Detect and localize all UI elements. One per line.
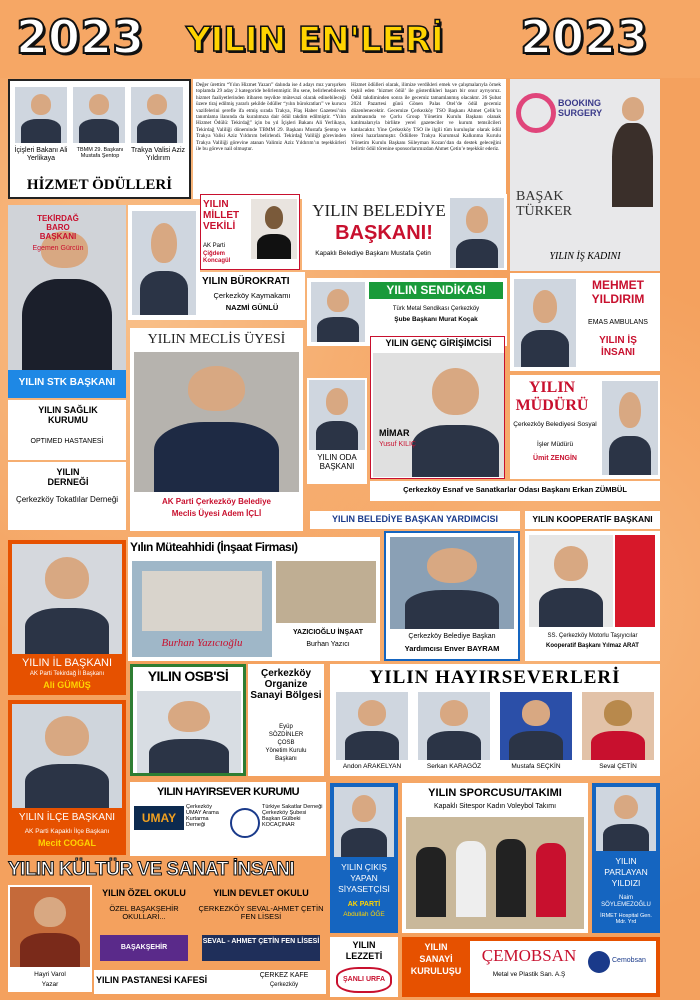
sanayi-award-1: YILIN bbox=[424, 942, 448, 952]
meclis-line1: AK Parti Çerkezköy Belediye bbox=[162, 497, 271, 506]
muteahhit-award: Yılın Müteahhidi (İnşaat Firması) bbox=[130, 540, 298, 554]
umay-logo: UMAY bbox=[134, 806, 184, 830]
sanayi-panel bbox=[402, 937, 660, 997]
cikis-award-2: YAPAN bbox=[350, 873, 378, 883]
koop-title-panel bbox=[525, 511, 660, 529]
burokrat-photo-panel bbox=[128, 205, 200, 320]
saglik-name: OPTIMED HASTANESİ bbox=[30, 438, 104, 445]
kultur-name: Hayri Varol bbox=[34, 971, 66, 978]
lezzet-award-2: LEZZETİ bbox=[345, 951, 383, 961]
photo-naim-soylemezoglu bbox=[596, 787, 656, 851]
spor-panel bbox=[402, 783, 588, 933]
ilce-line1: AK Parti Kapaklı İlçe Başkanı bbox=[24, 828, 110, 835]
booking-logo-icon bbox=[516, 93, 556, 133]
burokrat-line1: Çerkezköy Kaymakamı bbox=[213, 291, 291, 300]
sendika-line2: Şube Başkanı Murat Koçak bbox=[394, 316, 478, 323]
hayirsever-person-4: Seval ÇETİN bbox=[599, 763, 637, 770]
booking-name: BAŞAK TÜRKER bbox=[516, 189, 572, 220]
hayirsever-person-1: Andon ARAKELYAN bbox=[342, 763, 402, 770]
sendika-award: YILIN SENDİKASI bbox=[369, 282, 503, 299]
kurum-award: YILIN HAYIRSEVER KURUMU bbox=[156, 786, 300, 798]
osb-name-3: ÇOSB bbox=[277, 740, 295, 746]
mudur-award-2: MÜDÜRÜ bbox=[515, 397, 589, 414]
hayirsever-person-3: Mustafa SEÇKİN bbox=[511, 763, 561, 770]
mudur-line1: Çerkezköy Belediyesi Sosyal bbox=[513, 421, 597, 428]
header-title: YILIN EN'LERİ bbox=[186, 20, 444, 60]
kultur-award: YILIN KÜLTÜR VE SANAT İNSANI bbox=[8, 859, 295, 880]
bsyard-award: YILIN BELEDİYE BAŞKAN YARDIMCISI bbox=[331, 514, 499, 524]
koop-award: YILIN KOOPERATİF BAŞKANI bbox=[532, 514, 653, 524]
spor-award: YILIN SPORCUSU/TAKIMI bbox=[428, 787, 562, 799]
emas-name-1: MEHMET bbox=[592, 278, 644, 292]
parlayan-name: Naim SÖYLEMEZOĞLU bbox=[601, 895, 651, 908]
basaksehir-logo: BAŞAKŞEHİR bbox=[100, 935, 188, 961]
muteahhit-name: Burhan Yazıcı bbox=[306, 641, 350, 648]
cemobsan-logo-icon bbox=[588, 951, 610, 973]
article-col-2: Hizmet ödülleri olarak, ilimize verdikleri emek ve çalışmalarıyla örnek teşkil eden ‘hizmet ödül’ ile gösterdikleri başarı bir onur ayrıyoruz. Ödül takdiminden sonra ile gecemiz tamamlanmış olacaktır. 26 Şubat 2024 Pazartesi günü Gönen Palas Otel’de ödül gecemiz düzenlenecektir. Gecemize Çerkezköy TSO Başkanı Ahmet Çelik’in anılmasında ve Çorlu Group Yönetim Kurulu Başkanı olanak katılmalarıyla birlikte yerel gazeteciler ve kurum temsilcileri katılacaktır. Yine Çerkezköy TSO ile ilgili tüm kuruluşlar olarak ödül töreni hazırlanmıştır. Ödüllere Trakya Kurumsal Kalkınma Kurulu Yönetim Kurulu Başkanı Süleyman Kozan’dan da destek geleceğini belirtir ödül törenine sponsorlarımızdan Ahmet Çetin’e teşekkür ederiz. bbox=[351, 82, 501, 153]
cikis-party: AK PARTİ bbox=[347, 901, 381, 908]
pastane-name: ÇERKEZ KAFE bbox=[259, 972, 309, 979]
kultur-title-bar bbox=[8, 860, 330, 882]
sanayi-award-3: KURULUŞU bbox=[410, 966, 462, 976]
parlayan-panel bbox=[592, 783, 660, 933]
photo-basak-turker bbox=[605, 87, 660, 207]
pastane-award: YILIN PASTANESİ KAFESİ bbox=[96, 975, 208, 985]
caption-ali-yerlikaya: İçişleri Bakanı Ali Yerlikaya bbox=[14, 147, 68, 162]
mudur-name: Ümit ZENGİN bbox=[533, 455, 577, 462]
cemobsan-box bbox=[470, 941, 656, 993]
photo-abdullah-oge bbox=[334, 787, 394, 857]
hizmet-odulleri-title: HİZMET ÖDÜLLERİ bbox=[26, 177, 173, 193]
milletvekili-panel bbox=[200, 194, 300, 270]
emas-company: EMAS AMBULANS bbox=[588, 319, 648, 326]
bsyard-line2: Yardımcısı Enver BAYRAM bbox=[404, 644, 500, 653]
sendika-line1: Türk Metal Sendikası Çerkezköy bbox=[392, 306, 480, 312]
stk-name: Egemen Gürcün bbox=[32, 245, 84, 252]
photo-nazmi-gunlu bbox=[132, 211, 196, 315]
stk-panel bbox=[8, 205, 126, 398]
genc-name: Yusuf KILIÇ bbox=[379, 441, 416, 448]
saglik-award: YILIN SAĞLIK KURUMU bbox=[38, 405, 98, 425]
esnaf-caption: Çerkezköy Esnaf ve Sanatkarlar Odası Başkanı Erkan ZÜMBÜL bbox=[403, 485, 627, 494]
ilbaskani-award: YILIN İL BAŞKANI bbox=[21, 657, 113, 669]
emas-award-1: YILIN İŞ bbox=[599, 335, 637, 346]
saglik-panel bbox=[8, 400, 126, 460]
turkish-flag bbox=[615, 535, 655, 627]
pastane-panel bbox=[94, 970, 326, 994]
kultur-panel bbox=[8, 885, 92, 992]
ilce-baskani-panel bbox=[8, 700, 126, 855]
belediye-award-line1: YILIN BELEDİYE bbox=[312, 201, 446, 220]
article-col-1: Değer ürettim “Yılın Hizmet Yazarı” dalında ise 4 adayı mız yarışırken toplamda 29 aday 2 kategoride belirlenmiştir. Bu sene, belirlenebilecek hizmet faaliyetlerinden itibaren teşvikte mütevazi olarak edinebileceği üzere tiraj edilmiş yararlı şekilde ödüller “yılın bürokratları” ve kurucu vazifelerini şerefle ifa etmiş sırada Trakya, Flaş Haber Gazetesi’nin tanımlama ilanında da kuralımıza dair ödül takdim edilmiştir. “Yılın Hizmet Ödülü: Tekirdağ” için bu yıl İçişleri Bakanı Ali Yerlikaya, Tekirdağ Valiliği döneminde TBMM 29. Başkanı Mustafa Şentop ve Trakya Valisi Aziz Yıldırım belirlendi. Tekirdağ Valiliği görevinden Trakya Valiliği görevine atanan Valimiz Aziz Yıldırım’ın teşekkürleri ile bu göreve nail olmuştur. bbox=[196, 82, 346, 153]
ilce-award: YILIN İLÇE BAŞKANI bbox=[18, 812, 116, 823]
osb-name-1: Eyüp bbox=[279, 724, 293, 730]
cikis-award-1: YILIN ÇIKIŞ bbox=[341, 862, 387, 872]
belediye-caption: Kapaklı Belediye Başkanı Mustafa Çetin bbox=[315, 250, 431, 257]
hayirsever-panel bbox=[330, 664, 660, 776]
photo-seval-cetin bbox=[582, 692, 654, 760]
meclis-award: YILIN MECLİS ÜYESİ bbox=[147, 332, 286, 347]
parlayan-award-1: YILIN bbox=[615, 856, 637, 866]
genc-tag: MİMAR bbox=[379, 428, 410, 438]
devlet-sign: SEVAL - AHMET ÇETİN FEN LİSESİ bbox=[202, 935, 320, 961]
osb-award: YILIN OSB'Sİ bbox=[147, 668, 229, 684]
volleyball-team-photo bbox=[406, 817, 584, 929]
emas-name-2: YILDIRIM bbox=[591, 292, 645, 306]
sanayi-company: ÇEMOBSAN bbox=[481, 946, 577, 965]
photo-ali-yerlikaya bbox=[15, 87, 67, 143]
booking-logo-text: BOOKING SURGERY bbox=[558, 98, 603, 118]
osb-panel bbox=[248, 664, 324, 776]
koop-line2: Kooperatif Başkanı Yılmaz ARAT bbox=[546, 643, 639, 649]
meclis-panel bbox=[130, 328, 303, 531]
hayirsever-person-2: Serkan KARAGÖZ bbox=[426, 763, 482, 770]
muteahhit-sign: Burhan Yazıcıoğlu bbox=[161, 637, 243, 649]
ilce-name: Mecit COGAL bbox=[37, 838, 96, 848]
photo-eyup-sozdinler bbox=[137, 691, 241, 773]
photo-mecit-cogal bbox=[12, 704, 122, 808]
photo-serkan-karagoz bbox=[418, 692, 490, 760]
ilbaskani-name: Ali GÜMÜŞ bbox=[43, 680, 91, 690]
hizmet-odulleri-panel bbox=[8, 79, 191, 199]
dernek-name: Çerkezköy Tokatlılar Derneği bbox=[15, 495, 119, 504]
kurum-panel bbox=[130, 782, 326, 856]
photo-mustafa-cetin bbox=[450, 198, 504, 268]
header-year-right: 2023 bbox=[520, 10, 649, 64]
belediye-award-line2: BAŞKANI! bbox=[335, 222, 433, 244]
photo-yilmaz-arat bbox=[529, 535, 613, 627]
pastane-place: Çerkezköy bbox=[269, 982, 299, 988]
parlayan-award-3: YILDIZI bbox=[611, 878, 641, 888]
article-text bbox=[193, 79, 506, 199]
sanayi-award-2: SANAYİ bbox=[419, 954, 453, 964]
bsyard-title-panel bbox=[310, 511, 520, 529]
genc-panel bbox=[370, 336, 505, 479]
cemobsan-logo-text: Cemobsan bbox=[612, 957, 646, 964]
construction-image bbox=[276, 561, 376, 623]
cikis-panel bbox=[330, 783, 398, 933]
bsyard-line1: Çerkezköy Belediye Başkan bbox=[408, 633, 496, 640]
kurum-sakat: Türkiye Sakatlar Derneği Çerkezköy Şubesi Başkan Gülbeki KOCAÇINAR bbox=[262, 804, 323, 829]
caption-aziz-yildirim: Trakya Valisi Aziz Yıldırım bbox=[130, 147, 186, 162]
lezzet-panel bbox=[330, 937, 398, 997]
osb-name-4: Yönetim Kurulu bbox=[265, 748, 307, 754]
koop-line1: SS. Çerkezköy Motorlu Taşıyıcılar bbox=[547, 633, 638, 639]
header-year-left: 2023 bbox=[16, 10, 145, 64]
milletvekili-party: AK Parti bbox=[203, 243, 226, 249]
photo-aziz-yildirim bbox=[131, 87, 183, 143]
stk-tag: TEKİRDAĞ BARO BAŞKANI bbox=[37, 214, 79, 241]
osb-name-2: SÖZDİNLER bbox=[268, 732, 304, 738]
ozel-okul-panel bbox=[94, 885, 194, 967]
caption-mustafa-sentop: TBMM 29. Başkanı Mustafa Şentop bbox=[76, 147, 124, 160]
photo-umit-zengin bbox=[602, 381, 658, 475]
lezzet-award-1: YILIN bbox=[352, 940, 376, 950]
booking-surgery-panel bbox=[510, 79, 660, 271]
devlet-okul-panel bbox=[196, 885, 326, 967]
oda-award: YILIN ODA BAŞKANI bbox=[317, 453, 357, 471]
spor-caption: Kapaklı Sitespor Kadın Voleybol Takımı bbox=[433, 803, 557, 810]
cikis-award-3: SİYASETÇİSİ bbox=[338, 884, 390, 894]
esnaf-panel bbox=[370, 481, 660, 501]
photo-mehmet-yildirim bbox=[514, 279, 576, 367]
burokrat-panel bbox=[200, 272, 305, 320]
meclis-line2: Meclis Üyesi Adem İÇLİ bbox=[171, 509, 262, 518]
mudur-line2: İşler Müdürü bbox=[536, 441, 574, 448]
emas-panel bbox=[510, 273, 660, 371]
photo-yusuf-kilic bbox=[373, 353, 504, 477]
belediye-baskani-panel bbox=[302, 194, 507, 270]
kultur-role: Yazar bbox=[41, 981, 59, 988]
osb-title: Çerkezköy Organize Sanayi Bölgesi bbox=[250, 668, 322, 701]
osb-photo-panel bbox=[130, 664, 246, 776]
photo-adem-icli bbox=[134, 352, 299, 492]
genc-award: YILIN GENÇ GİRİŞİMCİSİ bbox=[385, 338, 492, 348]
devlet-name: ÇERKEZKÖY SEVAL-AHMET ÇETİN FEN LİSESİ bbox=[198, 904, 324, 922]
sanli-urfa-logo: ŞANLI URFA bbox=[336, 967, 392, 993]
photo-andon-arakelyan bbox=[336, 692, 408, 760]
photo-cigdem-koncagul bbox=[251, 199, 297, 259]
milletvekili-award: YILIN MİLLET VEKİLİ bbox=[203, 199, 240, 232]
koop-panel bbox=[525, 531, 660, 661]
cikis-name: Abdullah ÖĞE bbox=[343, 911, 385, 918]
oda-panel bbox=[307, 378, 367, 484]
dernek-award: YILIN DERNEĞİ bbox=[47, 467, 89, 487]
sakatlar-logo-icon bbox=[230, 808, 260, 838]
photo-enver-bayram bbox=[390, 537, 514, 629]
booking-award: YILIN İŞ KADINI bbox=[549, 251, 621, 262]
osb-name-5: Başkanı bbox=[275, 756, 297, 762]
ozel-award: YILIN ÖZEL OKULU bbox=[102, 888, 186, 898]
il-baskani-panel bbox=[8, 540, 126, 695]
stk-award: YILIN STK BAŞKANI bbox=[18, 377, 116, 388]
burokrat-award: YILIN BÜROKRATI bbox=[202, 276, 290, 287]
mudur-award-1: YILIN bbox=[528, 379, 576, 396]
mudur-panel bbox=[510, 375, 660, 479]
building-image bbox=[132, 561, 272, 657]
dernek-panel bbox=[8, 462, 126, 530]
hayirsever-award: YILIN HAYIRSEVERLERİ bbox=[369, 667, 621, 688]
photo-oda-baskani bbox=[309, 380, 365, 450]
muteahhit-panel bbox=[128, 537, 380, 661]
photo-mustafa-seckin bbox=[500, 692, 572, 760]
bsyard-panel bbox=[384, 531, 520, 661]
burokrat-line2: NAZMİ GÜNLÜ bbox=[225, 303, 279, 312]
muteahhit-company: YAZICIOĞLU İNŞAAT bbox=[292, 629, 363, 636]
ozel-name: ÖZEL BAŞAKŞEHİR OKULLARI... bbox=[109, 904, 179, 922]
sanayi-sub: Metal ve Plastik San. A.Ş bbox=[492, 971, 566, 978]
photo-mustafa-sentop bbox=[73, 87, 125, 143]
emas-award-2: İNSANI bbox=[601, 347, 635, 358]
photo-ali-gumus bbox=[12, 544, 122, 654]
devlet-award: YILIN DEVLET OKULU bbox=[213, 888, 309, 898]
photo-murat-kocak bbox=[311, 282, 365, 342]
parlayan-award-2: PARLAYAN bbox=[604, 867, 648, 877]
milletvekili-name: Çiğdem Koncagül bbox=[203, 251, 231, 264]
ilbaskani-line1: AK Parti Tekirdağ İl Başkanı bbox=[29, 671, 105, 677]
kurum-umay: Çerkezköy UMAY Arama Kurtarma Derneği bbox=[186, 804, 219, 829]
photo-hayri-varol bbox=[10, 887, 90, 967]
parlayan-org: İRMET Hospital Gen. Mdr. Yrd bbox=[600, 913, 652, 926]
